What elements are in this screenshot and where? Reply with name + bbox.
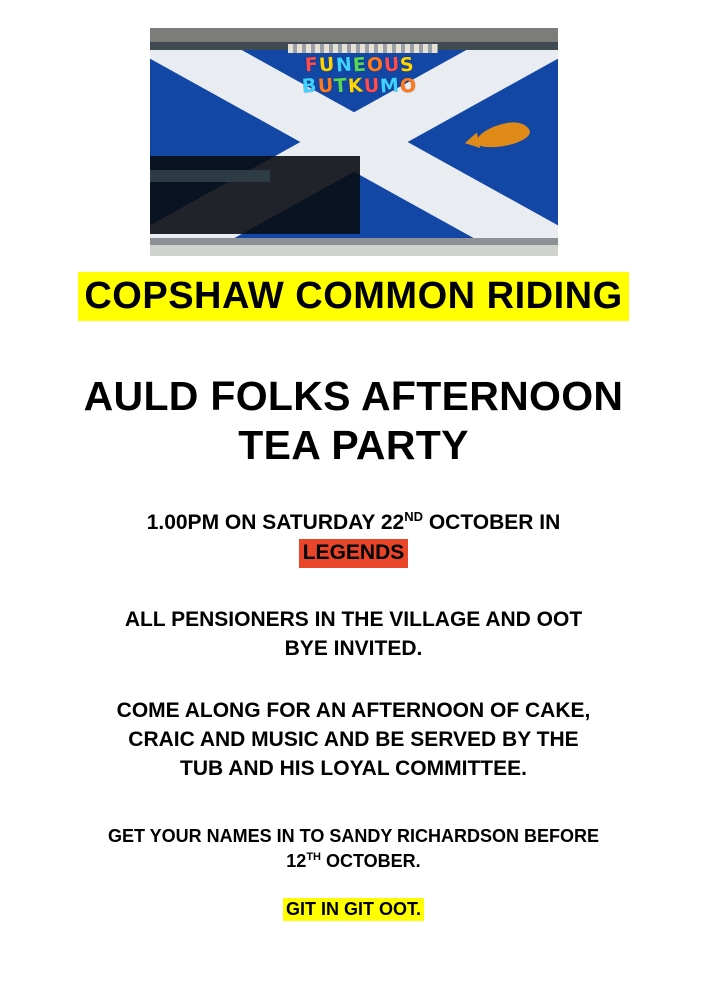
event-time-prefix: 1.00PM ON SATURDAY 22 <box>146 511 405 534</box>
closing-line <box>40 898 667 921</box>
details-line-1: COME ALONG FOR AN AFTERNOON OF CAKE, <box>116 699 591 722</box>
event-time-line <box>40 508 667 568</box>
details-line-3: TUB AND HIS LOYAL COMMITTEE. <box>180 756 527 780</box>
photo-bottom-strip <box>150 238 558 256</box>
saltire-flag-photo <box>150 28 558 256</box>
banner-letters-line1: FUNEOUS <box>304 53 416 77</box>
rsvp-date-ordinal: TH <box>306 851 321 864</box>
poster-title <box>45 272 662 321</box>
rsvp-line-1: GET YOUR NAMES IN TO SANDY RICHARDSON BEFORE <box>107 826 600 846</box>
poster-title-text: COPSHAW COMMON RIDING <box>78 272 628 321</box>
details-line-2: CRAIC AND MUSIC AND BE SERVED BY THE <box>128 727 579 751</box>
photo-dark-band-secondary <box>150 170 270 182</box>
invite-line-2: BYE INVITED. <box>284 636 423 660</box>
details-paragraph <box>40 697 667 784</box>
headline-line-2: TEA PARTY <box>238 422 469 469</box>
invite-line-1: ALL PENSIONERS IN THE VILLAGE AND OOT <box>124 608 583 631</box>
rsvp-date-prefix: 12 <box>286 851 307 872</box>
invite-paragraph <box>40 606 667 664</box>
headline-line-1: AULD FOLKS AFTERNOON <box>83 373 624 419</box>
event-date-ordinal: ND <box>404 509 424 524</box>
venue-name: LEGENDS <box>299 539 409 567</box>
closing-text: GIT IN GIT OOT. <box>283 898 424 921</box>
photo-dark-band <box>150 156 360 234</box>
poster-headline <box>40 372 667 470</box>
rsvp-paragraph <box>40 824 667 874</box>
rsvp-line-2 <box>40 849 667 874</box>
bunting-strip <box>288 44 438 53</box>
rsvp-date-suffix: OCTOBER. <box>321 851 421 872</box>
banner-letters-line2: BUTKUMO <box>301 74 419 98</box>
banner-letters <box>265 53 455 98</box>
event-time-suffix: OCTOBER IN <box>423 511 561 534</box>
